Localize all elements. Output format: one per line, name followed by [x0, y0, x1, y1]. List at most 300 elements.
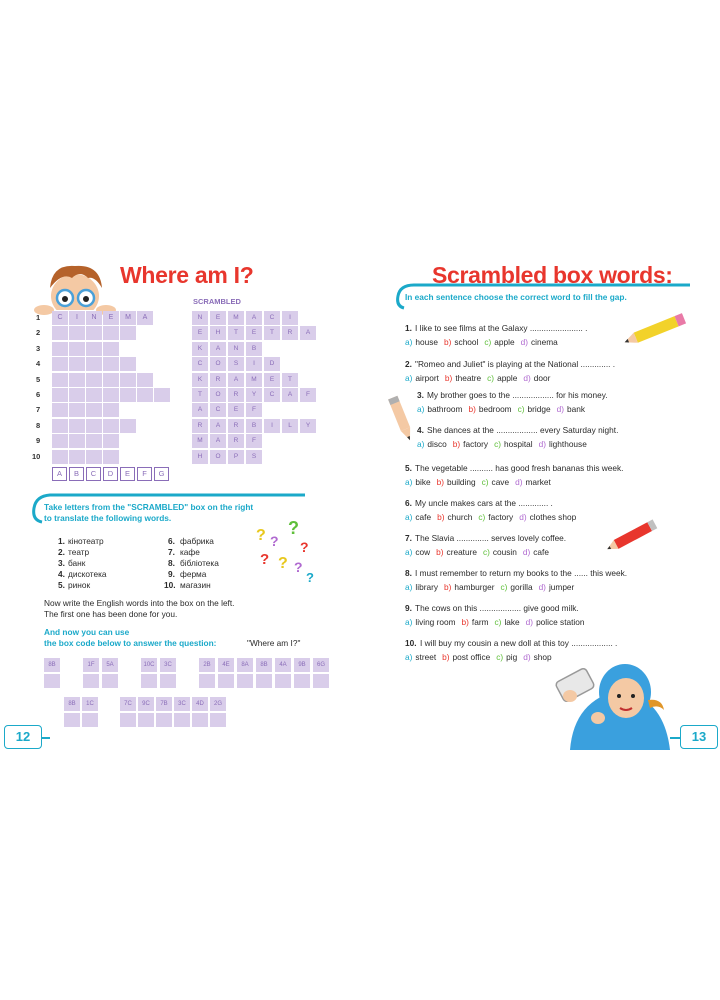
option-c[interactable]: cousin: [492, 547, 517, 557]
scrambled-letter: E: [192, 326, 208, 340]
grid-cell[interactable]: [69, 434, 85, 448]
code-label: 5A: [102, 658, 118, 672]
answer-options: [405, 582, 580, 593]
row-number: 7: [36, 405, 41, 415]
code-box[interactable]: [192, 697, 208, 727]
question-number: 5.: [405, 463, 412, 473]
code-label: 8A: [237, 658, 253, 672]
scrambled-letter: T: [282, 373, 298, 387]
question-number: 2.: [405, 359, 412, 369]
code-label: 7B: [156, 697, 172, 711]
answer-options: [405, 547, 555, 558]
svg-text:?: ?: [256, 527, 266, 544]
word-ukrainian: ферма: [180, 569, 207, 579]
grid-cell[interactable]: [69, 342, 85, 356]
column-letter-box: F: [137, 467, 152, 481]
option-label: d): [523, 652, 531, 662]
option-label: a): [405, 337, 413, 347]
code-box[interactable]: [120, 697, 136, 727]
option-label: c): [484, 337, 492, 347]
grid-cell[interactable]: [52, 326, 68, 340]
code-box[interactable]: [141, 658, 157, 688]
grid-cell[interactable]: [103, 450, 119, 464]
code-box[interactable]: [210, 697, 226, 727]
grid-cell[interactable]: [103, 419, 119, 433]
code-answer-cell[interactable]: [83, 674, 99, 688]
option-b[interactable]: post office: [452, 652, 491, 662]
scrambled-letter: Y: [300, 419, 316, 433]
grid-cell[interactable]: M: [120, 311, 136, 325]
grid-cell[interactable]: [120, 373, 136, 387]
scrambled-letter: D: [264, 357, 280, 371]
option-label: c): [517, 404, 525, 414]
grid-cell[interactable]: [86, 373, 102, 387]
scrambled-letter: E: [228, 403, 244, 417]
scrambled-letter: K: [192, 373, 208, 387]
scrambled-letter: F: [246, 403, 262, 417]
option-a[interactable]: living room: [415, 617, 456, 627]
scrambled-letter: A: [192, 403, 208, 417]
grid-cell[interactable]: [86, 388, 102, 402]
grid-cell[interactable]: [69, 373, 85, 387]
page-number-right: 13: [680, 725, 718, 749]
code-label: 1F: [83, 658, 99, 672]
scrambled-letter: A: [228, 373, 244, 387]
scrambled-letter: A: [300, 326, 316, 340]
option-b[interactable]: bedroom: [478, 404, 512, 414]
word-number: 2.: [58, 547, 65, 557]
code-answer-cell[interactable]: [138, 713, 154, 727]
option-a[interactable]: cafe: [415, 512, 432, 522]
option-a[interactable]: disco: [427, 439, 447, 449]
option-label: b): [444, 337, 452, 347]
code-answer-cell[interactable]: [237, 674, 253, 688]
scrambled-letter: S: [228, 357, 244, 371]
scrambled-letter: F: [300, 388, 316, 402]
option-label: d): [538, 582, 546, 592]
code-label: 2B: [199, 658, 215, 672]
grid-cell[interactable]: [103, 373, 119, 387]
where-am-i-question: "Where am I?": [247, 638, 301, 648]
option-label: a): [405, 477, 413, 487]
answer-options: [405, 373, 556, 384]
row-number: 5: [36, 374, 41, 384]
row-number: 10: [32, 451, 41, 461]
scrambled-letter: F: [246, 434, 262, 448]
code-label: 8B: [44, 658, 60, 672]
scrambled-letter: O: [210, 450, 226, 464]
question-text: The vegetable .......... has good fresh bananas this week.: [415, 463, 624, 473]
option-d[interactable]: door: [533, 373, 551, 383]
scrambled-label: SCRAMBLED: [193, 297, 241, 306]
word-number: 8.: [168, 558, 175, 568]
grid-cell[interactable]: [69, 326, 85, 340]
grid-cell[interactable]: [52, 357, 68, 371]
question-number: 1.: [405, 323, 412, 333]
option-a[interactable]: airport: [415, 373, 439, 383]
option-d[interactable]: clothes shop: [529, 512, 577, 522]
grid-cell[interactable]: [69, 357, 85, 371]
option-d[interactable]: jumper: [548, 582, 575, 592]
grid-cell[interactable]: [103, 342, 119, 356]
option-label: c): [496, 652, 504, 662]
option-d[interactable]: lighthouse: [548, 439, 587, 449]
option-c[interactable]: factory: [488, 512, 514, 522]
grid-cell[interactable]: [52, 403, 68, 417]
scrambled-letter: E: [264, 373, 280, 387]
option-a[interactable]: bathroom: [427, 404, 463, 414]
question-text: My brother goes to the .................. for his money.: [427, 390, 608, 400]
code-answer-cell[interactable]: [313, 674, 329, 688]
code-answer-cell[interactable]: [64, 713, 80, 727]
code-answer-cell[interactable]: [210, 713, 226, 727]
code-box[interactable]: [174, 697, 190, 727]
option-a[interactable]: bike: [415, 477, 431, 487]
option-label: b): [442, 652, 450, 662]
option-b[interactable]: factory: [463, 439, 489, 449]
code-answer-cell[interactable]: [160, 674, 176, 688]
option-label: a): [405, 547, 413, 557]
grid-cell[interactable]: [69, 403, 85, 417]
column-letter-box: C: [86, 467, 101, 481]
grid-cell[interactable]: [103, 434, 119, 448]
row-number: 8: [36, 420, 41, 430]
scrambled-letter: P: [228, 450, 244, 464]
grid-cell[interactable]: [154, 388, 170, 402]
option-label: a): [417, 439, 425, 449]
scrambled-letter: I: [264, 419, 280, 433]
code-answer-cell[interactable]: [141, 674, 157, 688]
boy-character-illustration: [30, 258, 120, 318]
option-b[interactable]: church: [447, 512, 473, 522]
option-c[interactable]: cave: [491, 477, 510, 487]
code-answer-cell[interactable]: [199, 674, 215, 688]
code-answer-cell[interactable]: [275, 674, 291, 688]
code-box[interactable]: [160, 658, 176, 688]
code-box[interactable]: [275, 658, 291, 688]
word-ukrainian: ринок: [68, 580, 91, 590]
and-now-line1: And now you can use: [44, 627, 130, 637]
grid-cell[interactable]: [120, 326, 136, 340]
svg-text:?: ?: [294, 559, 303, 575]
word-number: 1.: [58, 536, 65, 546]
grid-cell[interactable]: [120, 357, 136, 371]
code-answer-cell[interactable]: [192, 713, 208, 727]
choose-instruction: In each sentence choose the correct word to fill the gap.: [405, 292, 627, 302]
code-box[interactable]: [138, 697, 154, 727]
grid-cell[interactable]: [86, 357, 102, 371]
option-b[interactable]: building: [447, 477, 476, 487]
code-answer-cell[interactable]: [82, 713, 98, 727]
option-label: b): [437, 512, 445, 522]
column-letter-box: G: [154, 467, 169, 481]
option-d[interactable]: cafe: [533, 547, 549, 557]
option-c[interactable]: bridge: [527, 404, 551, 414]
answer-options: [405, 477, 557, 488]
option-label: a): [405, 373, 413, 383]
scrambled-letter: M: [228, 311, 244, 325]
option-a[interactable]: house: [415, 337, 438, 347]
scrambled-letter: K: [192, 342, 208, 356]
code-box[interactable]: [218, 658, 234, 688]
word-number: 10.: [164, 580, 176, 590]
option-label: a): [405, 617, 413, 627]
option-label: d): [519, 512, 527, 522]
grid-cell[interactable]: [137, 388, 153, 402]
scrambled-letter: O: [210, 357, 226, 371]
code-answer-cell[interactable]: [44, 674, 60, 688]
grid-cell[interactable]: C: [52, 311, 68, 325]
scrambled-letter: B: [246, 342, 262, 356]
translate-instruction-line2: to translate the following words.: [44, 513, 172, 523]
scrambled-letter: A: [210, 434, 226, 448]
column-letter-box: E: [120, 467, 135, 481]
answer-options: [405, 617, 591, 628]
svg-text:?: ?: [288, 518, 299, 538]
code-box[interactable]: [294, 658, 310, 688]
scrambled-letter: R: [210, 373, 226, 387]
code-label: 8B: [64, 697, 80, 711]
code-box[interactable]: [256, 658, 272, 688]
option-c[interactable]: pig: [506, 652, 518, 662]
option-label: d): [556, 404, 564, 414]
option-c[interactable]: lake: [504, 617, 520, 627]
option-label: c): [500, 582, 508, 592]
grid-cell[interactable]: [103, 403, 119, 417]
scrambled-letter: R: [228, 388, 244, 402]
word-ukrainian: кінотеатр: [68, 536, 104, 546]
answer-options: [417, 439, 593, 450]
scrambled-letter: M: [246, 373, 262, 387]
pencil-icon-left: [388, 392, 414, 444]
code-box[interactable]: [44, 658, 60, 688]
row-number: 1: [36, 313, 41, 322]
scrambled-letter: N: [228, 342, 244, 356]
column-letter-box: D: [103, 467, 118, 481]
scrambled-letter: T: [264, 326, 280, 340]
code-box[interactable]: [199, 658, 215, 688]
option-label: b): [468, 404, 476, 414]
scrambled-letter: I: [282, 311, 298, 325]
code-label: 4D: [192, 697, 208, 711]
grid-cell[interactable]: [103, 326, 119, 340]
option-label: c): [478, 512, 486, 522]
option-b[interactable]: farm: [471, 617, 489, 627]
code-box[interactable]: [83, 658, 99, 688]
code-box[interactable]: [156, 697, 172, 727]
svg-text:?: ?: [306, 570, 314, 585]
option-label: c): [487, 373, 495, 383]
option-c[interactable]: apple: [494, 337, 515, 347]
column-letter-box: A: [52, 467, 67, 481]
grid-cell[interactable]: [52, 388, 68, 402]
option-c[interactable]: gorilla: [510, 582, 533, 592]
grid-cell[interactable]: A: [137, 311, 153, 325]
scrambled-letter: O: [210, 388, 226, 402]
word-ukrainian: дискотека: [68, 569, 107, 579]
code-label: 9C: [138, 697, 154, 711]
answer-options: [417, 404, 591, 415]
and-now-line2: the box code below to answer the question:: [44, 638, 217, 648]
scrambled-letter: S: [246, 450, 262, 464]
code-answer-cell[interactable]: [256, 674, 272, 688]
grid-cell[interactable]: [52, 450, 68, 464]
option-b[interactable]: school: [454, 337, 479, 347]
code-label: 2G: [210, 697, 226, 711]
code-box[interactable]: [82, 697, 98, 727]
grid-cell[interactable]: [52, 419, 68, 433]
scrambled-letter: R: [228, 434, 244, 448]
option-label: c): [494, 439, 501, 449]
code-label: 4E: [218, 658, 234, 672]
scrambled-letter: C: [192, 357, 208, 371]
note-line2: The first one has been done for you.: [44, 609, 178, 619]
grid-cell[interactable]: [86, 342, 102, 356]
right-page-title: Scrambled box words:: [432, 262, 673, 288]
word-ukrainian: банк: [68, 558, 86, 568]
page-number-left: 12: [4, 725, 42, 749]
option-label: a): [405, 582, 413, 592]
girl-character-illustration: [540, 640, 690, 750]
option-d[interactable]: bank: [566, 404, 585, 414]
page-number-left-rule: [42, 737, 50, 739]
grid-cell[interactable]: [86, 434, 102, 448]
question-number: 4.: [417, 425, 424, 435]
question-text: She dances at the .................. every Saturday night.: [427, 425, 619, 435]
grid-cell[interactable]: N: [86, 311, 102, 325]
grid-cell[interactable]: [69, 419, 85, 433]
option-label: b): [443, 582, 452, 592]
question-number: 9.: [405, 603, 412, 613]
option-label: c): [482, 547, 490, 557]
code-answer-cell[interactable]: [102, 674, 118, 688]
option-label: b): [444, 373, 453, 383]
scrambled-letter: C: [264, 388, 280, 402]
grid-cell[interactable]: [86, 403, 102, 417]
question-marks-illustration: [252, 516, 322, 588]
code-label: 4A: [275, 658, 291, 672]
svg-text:?: ?: [300, 539, 309, 555]
grid-cell[interactable]: [52, 373, 68, 387]
question-number: 8.: [405, 568, 412, 578]
question-number: 6.: [405, 498, 412, 508]
code-answer-cell[interactable]: [294, 674, 310, 688]
left-page-title: Where am I?: [120, 262, 254, 288]
svg-text:?: ?: [278, 555, 288, 572]
grid-cell[interactable]: E: [103, 311, 119, 325]
code-answer-cell[interactable]: [120, 713, 136, 727]
grid-cell[interactable]: [69, 450, 85, 464]
svg-text:?: ?: [270, 533, 279, 549]
scrambled-letter: E: [210, 311, 226, 325]
grid-cell[interactable]: [86, 326, 102, 340]
scrambled-letter: A: [210, 342, 226, 356]
pencil-icon-top: [622, 312, 690, 346]
scrambled-letter: T: [228, 326, 244, 340]
grid-cell[interactable]: [52, 434, 68, 448]
code-box[interactable]: [64, 697, 80, 727]
question-text: "Romeo and Juliet" is playing at the National ............. .: [415, 359, 616, 369]
scrambled-letter: H: [210, 326, 226, 340]
code-box[interactable]: [102, 658, 118, 688]
option-c[interactable]: apple: [497, 373, 518, 383]
option-d[interactable]: shop: [533, 652, 552, 662]
option-b[interactable]: creature: [446, 547, 477, 557]
grid-cell[interactable]: [86, 450, 102, 464]
scrambled-letter: T: [192, 388, 208, 402]
option-label: d): [522, 547, 531, 557]
option-label: d): [538, 439, 546, 449]
option-a[interactable]: library: [415, 582, 438, 592]
code-label: 8B: [256, 658, 272, 672]
grid-cell[interactable]: [103, 357, 119, 371]
word-number: 6.: [168, 536, 175, 546]
option-label: c): [481, 477, 489, 487]
grid-cell[interactable]: [137, 373, 153, 387]
scrambled-letter: M: [192, 434, 208, 448]
option-c[interactable]: hospital: [503, 439, 533, 449]
grid-cell[interactable]: I: [69, 311, 85, 325]
code-answer-cell[interactable]: [156, 713, 172, 727]
grid-cell[interactable]: [120, 388, 136, 402]
option-b[interactable]: hamburger: [454, 582, 495, 592]
option-d[interactable]: cinema: [531, 337, 558, 347]
code-label: 3C: [160, 658, 176, 672]
code-box[interactable]: [313, 658, 329, 688]
option-a[interactable]: cow: [415, 547, 431, 557]
pencil-icon-red: [604, 518, 660, 554]
scrambled-letter: R: [192, 419, 208, 433]
code-label: 1C: [82, 697, 98, 711]
code-answer-cell[interactable]: [218, 674, 234, 688]
question-number: 7.: [405, 533, 412, 543]
grid-cell[interactable]: [120, 419, 136, 433]
code-box[interactable]: [237, 658, 253, 688]
option-label: a): [405, 652, 413, 662]
option-d[interactable]: police station: [536, 617, 585, 627]
question-number: 10.: [405, 638, 417, 648]
row-number: 3: [36, 343, 41, 353]
word-number: 9.: [168, 569, 175, 579]
option-b[interactable]: theatre: [455, 373, 482, 383]
scrambled-letter: A: [282, 388, 298, 402]
option-label: a): [417, 404, 425, 414]
question-text: I like to see films at the Galaxy ....................... .: [415, 323, 588, 333]
word-number: 5.: [58, 580, 65, 590]
question-text: My uncle makes cars at the ............. .: [415, 498, 553, 508]
scrambled-letter: H: [192, 450, 208, 464]
grid-cell[interactable]: [103, 388, 119, 402]
word-ukrainian: бібліотека: [180, 558, 219, 568]
answer-options: [405, 652, 558, 663]
option-label: d): [515, 477, 523, 487]
grid-cell[interactable]: [52, 342, 68, 356]
scrambled-letter: A: [246, 311, 262, 325]
scrambled-letter: C: [264, 311, 280, 325]
option-d[interactable]: market: [525, 477, 551, 487]
scrambled-letter: L: [282, 419, 298, 433]
scrambled-letter: I: [246, 357, 262, 371]
scrambled-letter: R: [228, 419, 244, 433]
grid-cell[interactable]: [69, 388, 85, 402]
word-ukrainian: театр: [68, 547, 90, 557]
code-answer-cell[interactable]: [174, 713, 190, 727]
question-text: The cows on this .................. give good milk.: [415, 603, 579, 613]
grid-cell[interactable]: [86, 419, 102, 433]
option-label: d): [523, 373, 531, 383]
column-letter-box: B: [69, 467, 84, 481]
option-a[interactable]: street: [415, 652, 437, 662]
